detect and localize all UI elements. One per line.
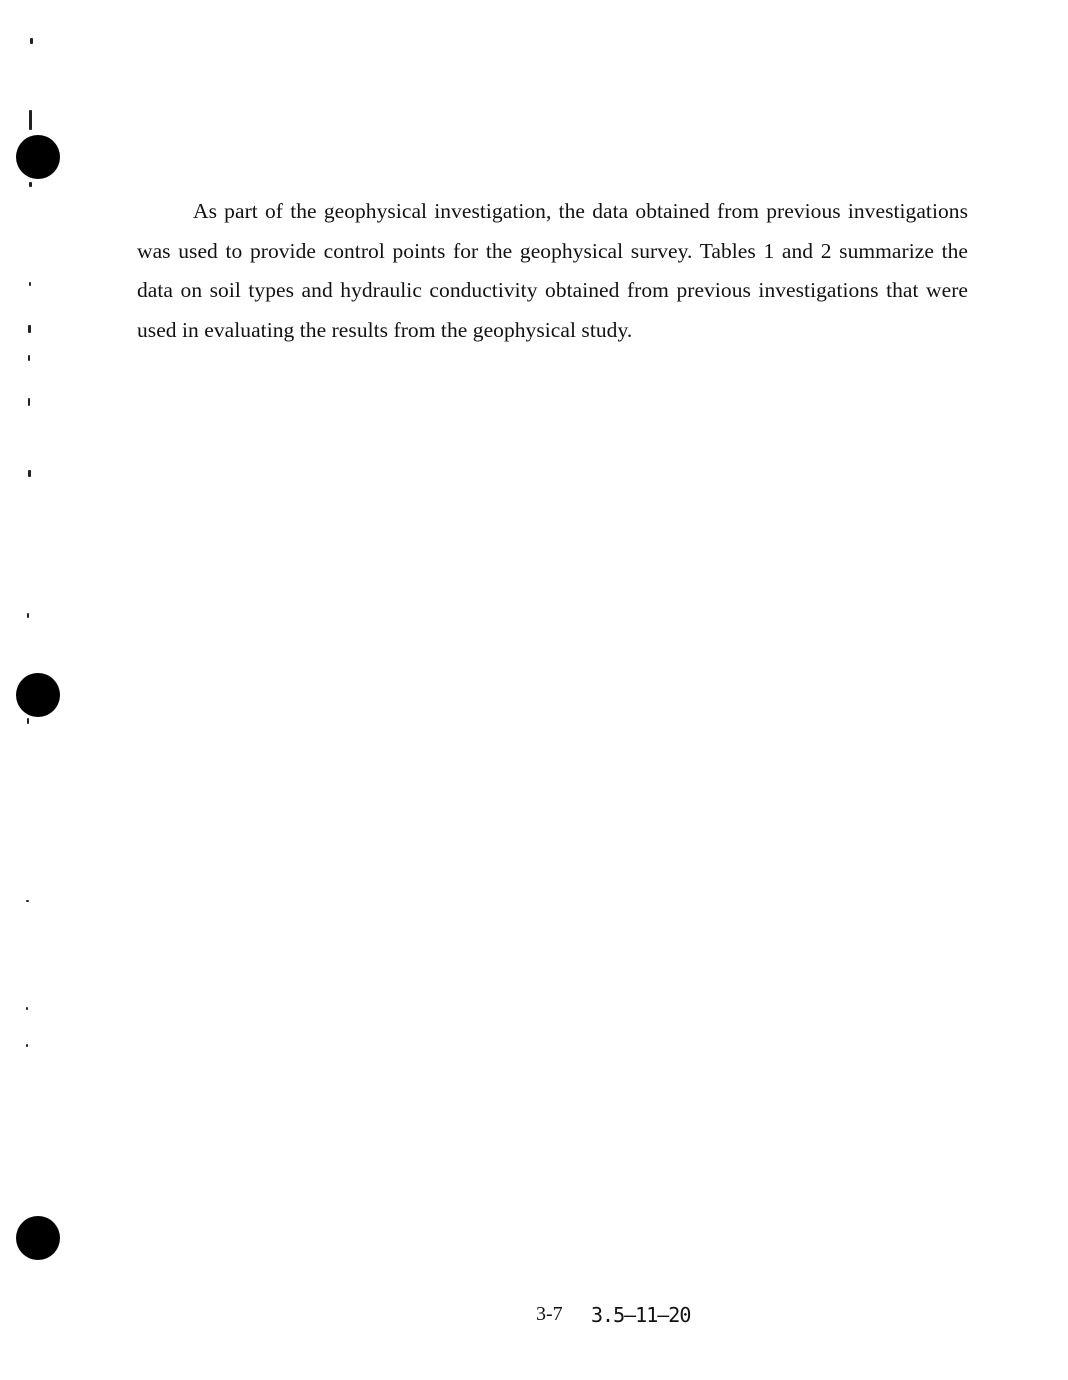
scan-speck xyxy=(26,900,29,902)
scan-speck xyxy=(28,470,31,477)
punch-hole xyxy=(16,1216,60,1260)
scan-speck xyxy=(29,182,32,187)
scan-speck xyxy=(27,718,29,724)
document-code: 3.5–11–20 xyxy=(591,1303,691,1327)
scan-speck xyxy=(26,1007,28,1010)
scan-speck xyxy=(29,110,32,130)
scan-speck xyxy=(28,325,31,333)
punch-hole xyxy=(16,673,60,717)
body-paragraph: As part of the geophysical investigation, the data obtained from previous investigations was used to provide control points for the geophysical survey. Tables 1 and 2 summarize the data on soil types and hydraulic conductivity obtained from previous investigations that were used in evaluating the results from the geophysical study. xyxy=(137,199,968,342)
scan-speck xyxy=(28,355,30,361)
scan-speck xyxy=(28,398,30,406)
scan-speck xyxy=(27,613,29,618)
scan-speck xyxy=(26,1044,28,1047)
punch-hole xyxy=(16,135,60,179)
page-number: 3-7 xyxy=(536,1303,563,1325)
scan-speck xyxy=(29,282,31,286)
scan-speck xyxy=(30,38,33,44)
